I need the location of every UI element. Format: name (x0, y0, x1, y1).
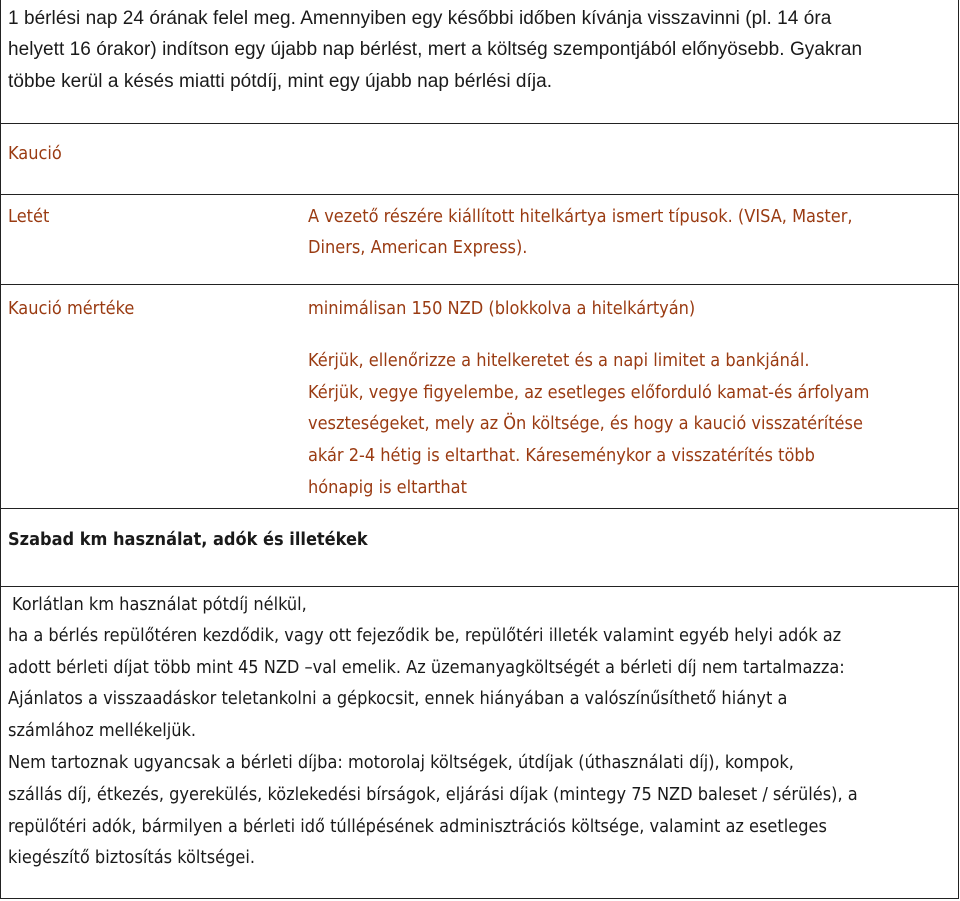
free-km-line: kiegészítő biztosítás költségei. (8, 847, 256, 868)
border-left (0, 0, 1, 899)
border-bottom (0, 898, 959, 899)
free-km-line: szállás díj, étkezés, gyerekülés, közlekedési bírságok, eljárási díjak (mintegy 75 NZD baleset / sérülés), a (8, 784, 858, 805)
deposit-label-amount: Kaució mértéke (8, 298, 135, 319)
free-km-line: adott bérleti díjat több mint 45 NZD –val emelik. Az üzemanyagköltségét a bérleti díj nem tartalmazza: (8, 657, 845, 678)
free-km-line: repülőtéri adók, bármilyen a bérleti idő túllépésének adminisztrációs költsége, valamint az esetleges (8, 816, 827, 837)
deposit-label-letet: Letét (8, 206, 50, 227)
deposit-amount-line: veszteségeket, mely az Ön költsége, és hogy a kaució visszatérítése (308, 413, 863, 434)
border-after-kaucio (0, 194, 959, 195)
border-after-free-km-title (0, 586, 959, 587)
border-after-intro (0, 123, 959, 124)
intro-line: többe kerül a késés miatti pótdíj, mint egy újabb nap bérlési díja. (8, 71, 553, 92)
deposit-amount-line: akár 2-4 hétig is eltarthat. Káreseménykor a visszatérítés több (308, 445, 815, 466)
free-km-heading: Szabad km használat, adók és illetékek (8, 529, 368, 550)
deposit-letet-line: A vezető részére kiállított hitelkártya ismert típusok. (VISA, Master, (308, 206, 853, 227)
free-km-line: ha a bérlés repülőtéren kezdődik, vagy ott fejeződik be, repülőtéri illeték valamint egyéb helyi adók az (8, 625, 842, 646)
free-km-line: számlához mellékeljük. (8, 720, 197, 741)
deposit-heading: Kaució (8, 143, 62, 164)
intro-line: 1 bérlési nap 24 órának felel meg. Amennyiben egy későbbi időben kívánja visszavinni (pl. 14 óra (8, 8, 832, 29)
free-km-line: Nem tartoznak ugyancsak a bérleti díjba: motorolaj költségek, útdíjak (úthasználati díj), kompok, (8, 752, 794, 773)
deposit-amount-line: minimálisan 150 NZD (blokkolva a hitelkártyán) (308, 298, 696, 319)
deposit-amount-line: Kérjük, ellenőrizze a hitelkeretet és a napi limitet a bankjánál. (308, 350, 810, 371)
intro-line: helyett 16 órakor) indítson egy újabb nap bérlést, mert a költség szempontjából előnyösebb. Gyakran (8, 39, 863, 60)
border-before-free-km (0, 508, 959, 509)
deposit-amount-line: Kérjük, vegye figyelembe, az esetleges előforduló kamat-és árfolyam (308, 382, 870, 403)
deposit-amount-line: hónapig is eltarthat (308, 477, 467, 498)
border-after-letet (0, 284, 959, 285)
deposit-letet-line: Diners, American Express). (308, 237, 528, 258)
free-km-line: Korlátlan km használat pótdíj nélkül, (12, 594, 307, 615)
free-km-line: Ajánlatos a visszaadáskor teletankolni a gépkocsit, ennek hiányában a valószínűsíthető hiányt a (8, 688, 788, 709)
border-right (958, 0, 959, 899)
